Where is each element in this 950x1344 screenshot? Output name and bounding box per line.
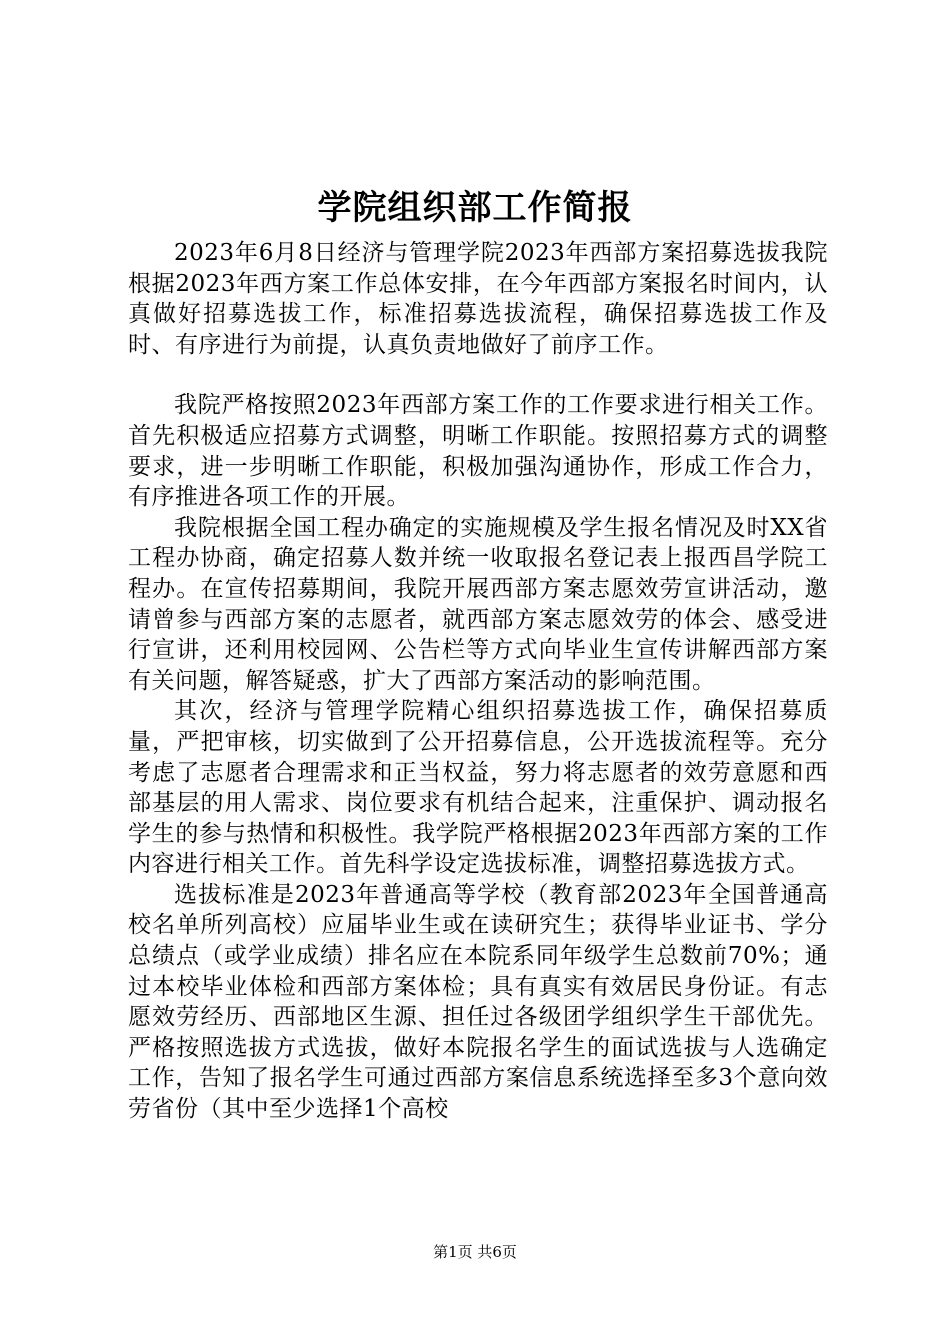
document-body <box>128 238 828 1125</box>
paragraph-selection-criteria: 选拔标准是2023年普通高等学校（教育部2023年全国普通高校名单所列高校）应届毕业生或在读研究生；获得毕业证书、学分总绩点（或学业成绩）排名应在本院系同年级学生总数前70%；通过本校毕业体检和西部方案体检；具有真实有效居民身份证。有志愿效劳经历、西部地区生源、担任过各级团学组织学生干部优先。严格按照选拔方式选拔，做好本院报名学生的面试选拔与人选确定工作，告知了报名学生可通过西部方案信息系统选择至多3个意向效劳省份（其中至少选择1个高校 <box>128 881 828 1123</box>
document-title: 学院组织部工作简报 <box>317 188 633 228</box>
page-number: 第1页 共6页 <box>433 1243 517 1261</box>
paragraph-publicity: 我院根据全国工程办确定的实施规模及学生报名情况及时XX省工程办协商，确定招募人数并统一收取报名登记表上报西昌学院工程办。在宣传招募期间，我院开展西部方案志愿效劳宣讲活动，邀请曾参与西部方案的志愿者，就西部方案志愿效劳的体会、感受进行宣讲，还利用校园网、公告栏等方式向毕业生宣传讲解西部方案有关问题，解答疑惑，扩大了西部方案活动的影响范围。 <box>128 514 828 694</box>
paragraph-intro: 2023年6月8日经济与管理学院2023年西部方案招募选拔我院根据2023年西方案工作总体安排，在今年西部方案报名时间内，认真做好招募选拔工作，标准招募选拔流程，确保招募选拔工作及时、有序进行为前提，认真负责地做好了前序工作。 <box>128 240 828 358</box>
paragraph-requirements: 我院严格按照2023年西部方案工作的工作要求进行相关工作。首先积极适应招募方式调整，明晰工作职能。按照招募方式的调整要求，进一步明晰工作职能，积极加强沟通协作，形成工作合力，有序推进各项工作的开展。 <box>128 392 828 511</box>
paragraph-selection-organization: 其次，经济与管理学院精心组织招募选拔工作，确保招募质量，严把审核，切实做到了公开招募信息，公开选拔流程等。充分考虑了志愿者合理需求和正当权益，努力将志愿者的效劳意愿和西部基层的用人需求、岗位要求有机结合起来，注重保护、调动报名学生的参与热情和积极性。我学院严格根据2023年西部方案的工作内容进行相关工作。首先科学设定选拔标准，调整招募选拔方式。 <box>128 698 828 878</box>
